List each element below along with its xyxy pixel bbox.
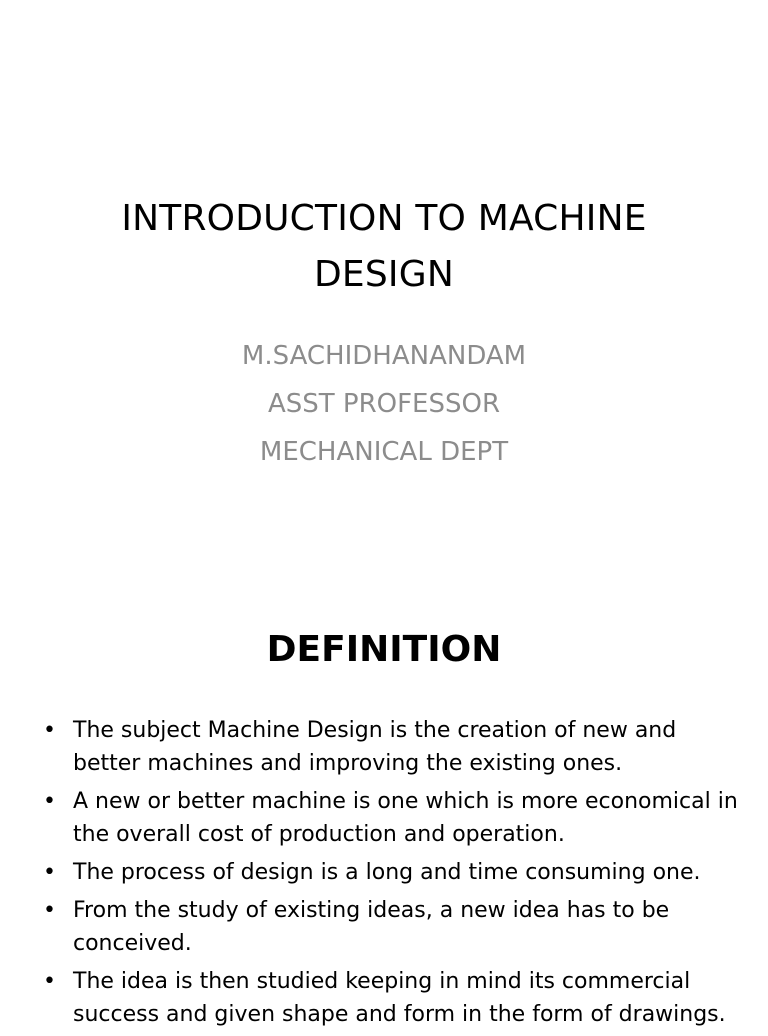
author-department: MECHANICAL DEPT [259, 437, 509, 467]
list-item [0, 965, 768, 1031]
slide-subtitle [40, 332, 728, 476]
bullet-icon: • [43, 969, 56, 994]
list-item [0, 856, 768, 889]
bullet-icon: • [43, 789, 56, 814]
bullet-text: From the study of existing ideas, a new idea has to be conceived. [73, 898, 670, 956]
list-item [0, 894, 768, 960]
definition-list [0, 714, 768, 1036]
bullet-icon: • [43, 898, 56, 923]
bullet-icon: • [43, 718, 56, 743]
bullet-icon: • [43, 860, 56, 885]
title-line-2: DESIGN [314, 254, 454, 295]
list-item [0, 714, 768, 780]
author-position: ASST PROFESSOR [267, 389, 501, 419]
author-name: M.SACHIDHANANDAM [241, 341, 527, 371]
bullet-text: A new or better machine is one which is more economical in the overall cost of production and operation. [73, 789, 738, 847]
list-item [0, 785, 768, 851]
bullet-text: The subject Machine Design is the creation of new and better machines and improving the existing ones. [73, 718, 677, 776]
bullet-text: The process of design is a long and time consuming one. [73, 860, 701, 885]
definition-heading: DEFINITION [266, 629, 502, 670]
title-line-1: INTRODUCTION TO MACHINE [121, 198, 647, 239]
bullet-text: The idea is then studied keeping in mind its commercial success and given shape and form in the form of drawings. [73, 969, 726, 1027]
slide-title [40, 191, 728, 303]
